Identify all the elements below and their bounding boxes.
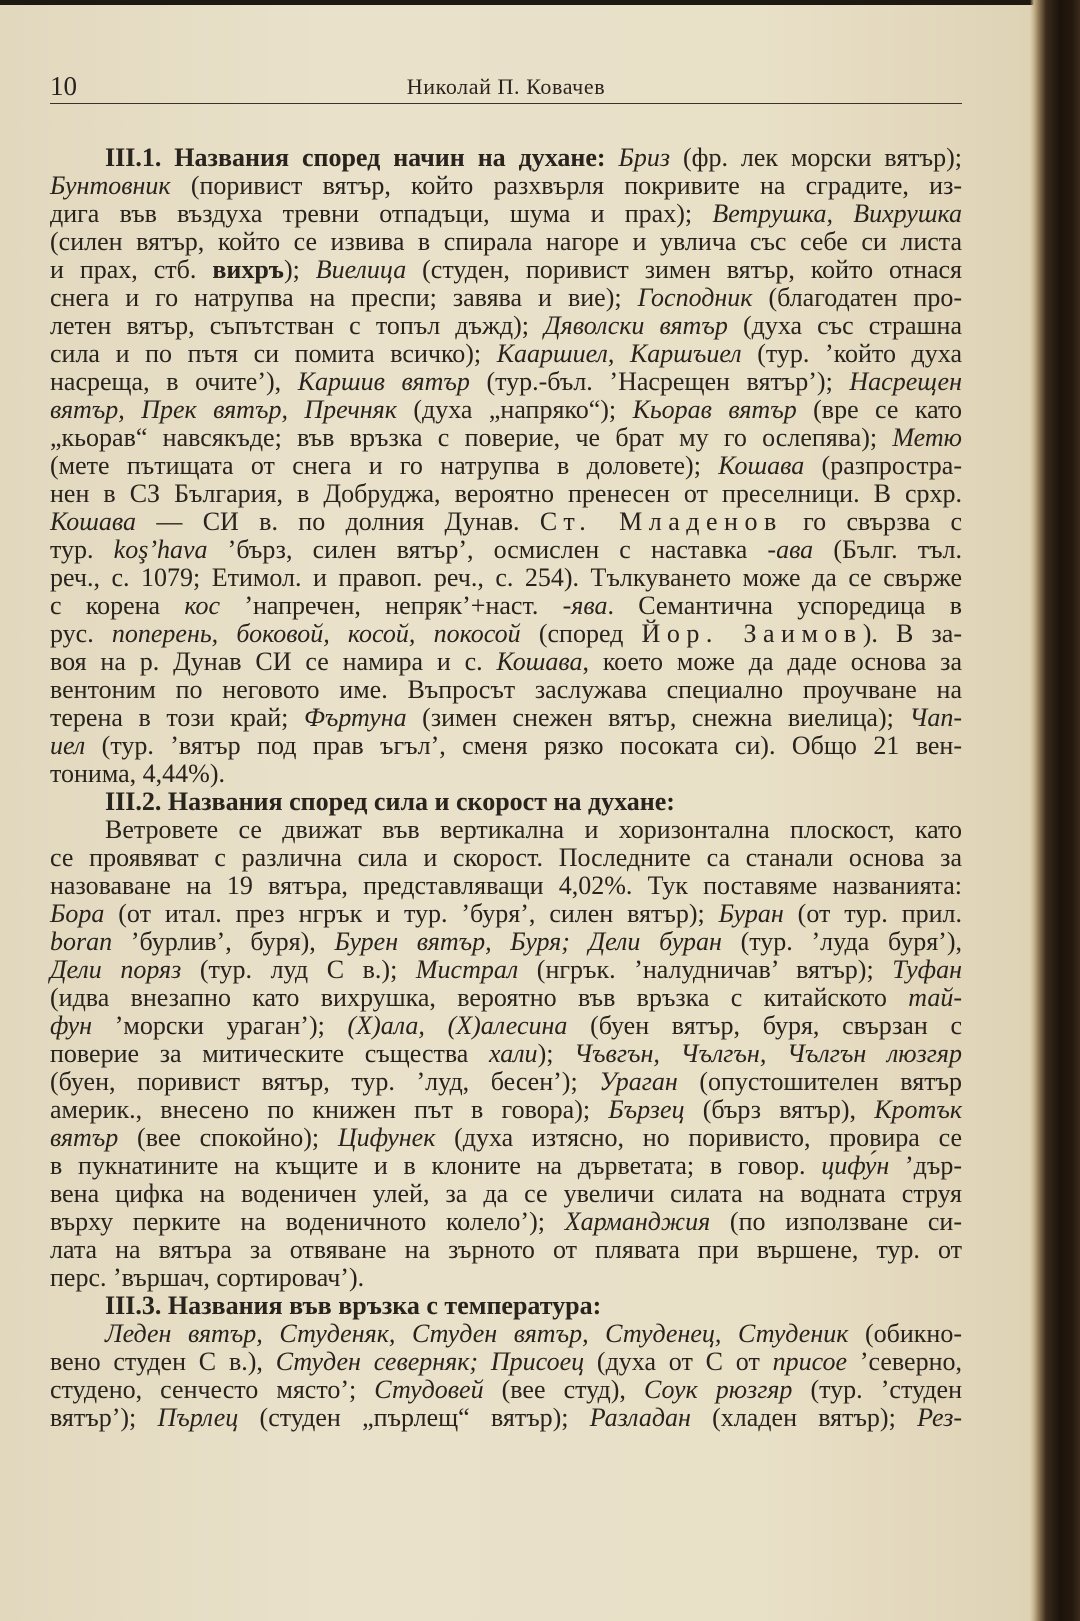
- text-run: воя на р. Дунав СИ се намира и с.: [50, 647, 497, 676]
- text-line: [50, 1152, 962, 1180]
- text-run: ’бърз, силен вятър’, осмислен с наставка: [207, 535, 768, 564]
- text-run: ’северно,: [847, 1347, 963, 1376]
- italic-term: Дяволски вятър: [544, 311, 728, 340]
- text-run: (поривист вятър, който разхвърля покривите на сградите, из-: [170, 171, 962, 200]
- line-content: [50, 563, 962, 592]
- text-run: (духа от С от: [584, 1347, 773, 1376]
- text-run: . Семантична успоредица в: [607, 591, 962, 620]
- header-rule: [50, 103, 962, 104]
- text-line: [50, 1320, 962, 1348]
- italic-term: Туфан: [892, 955, 963, 984]
- text-line: [50, 340, 962, 368]
- text-run: америк., внесено по книжен път в говора);: [50, 1095, 609, 1124]
- text-run: ’напречен, непряк’+наст.: [220, 591, 563, 620]
- line-content: [50, 871, 962, 900]
- italic-term: Цифунек: [337, 1123, 436, 1152]
- text-line: [50, 956, 962, 984]
- text-run: (Бълг. тъл.: [813, 535, 962, 564]
- text-line: [50, 452, 962, 480]
- line-content: [50, 1403, 962, 1432]
- text-run: (вее студ),: [483, 1375, 644, 1404]
- text-run: насреща, в очите’),: [50, 367, 298, 396]
- text-run: (тур.-бъл. ’Насрещен вятър’);: [469, 367, 850, 396]
- italic-term: Виелица: [315, 255, 407, 284]
- italic-term: Кошава: [496, 647, 583, 676]
- italic-term: Буран: [718, 899, 784, 928]
- line-content: [50, 731, 962, 760]
- italic-term: Бързец: [608, 1095, 685, 1124]
- text-run: (тур. ’студен: [792, 1375, 963, 1404]
- text-line: [50, 1236, 962, 1264]
- text-run: перс. ’вършач, сортировач’).: [50, 1263, 365, 1292]
- text-line: [50, 1264, 962, 1292]
- text-run: (нгрък. ’налудничав’ вятър);: [518, 955, 893, 984]
- text-run: тонима, 4,44%).: [50, 759, 225, 788]
- bold-text: III.1. Названия според начин на духане:: [105, 143, 619, 172]
- text-line: [50, 1404, 962, 1432]
- line-content: [50, 1263, 364, 1292]
- text-line: [50, 760, 962, 788]
- italic-term: Леден вятър, Студеняк, Студен вятър, Студенец, Студеник: [105, 1319, 849, 1348]
- text-run: (обикно-: [848, 1319, 962, 1348]
- text-run: (тур. ’който духа: [741, 339, 962, 368]
- text-line: [50, 256, 962, 284]
- text-run: (силен вятър, който се извива в спирала нагоре и увлича със себе си листа: [50, 227, 962, 256]
- text-run: сила и по пътя си помита всичко);: [50, 339, 497, 368]
- text-run: (тур. луд С в.);: [181, 955, 416, 984]
- line-content: [50, 423, 962, 452]
- paragraph: [50, 144, 962, 788]
- italic-term: Кошава: [50, 507, 137, 536]
- line-content: [50, 367, 962, 396]
- text-line: [50, 928, 962, 956]
- text-line: [50, 564, 962, 592]
- italic-term: хали: [489, 1039, 538, 1068]
- line-content: [50, 255, 962, 284]
- spaced-name: Йор. Заимов: [641, 619, 863, 648]
- text-run: реч., с. 1079; Етимол. и правоп. реч., с. 254). Тълкуването може да се свърже: [50, 563, 962, 592]
- italic-term: -ява: [562, 591, 608, 620]
- text-run: студено, сенчесто място’;: [50, 1375, 375, 1404]
- italic-term: Рез-: [917, 1403, 963, 1432]
- line-content: [50, 1011, 962, 1040]
- line-content: [50, 1347, 962, 1376]
- italic-term: Чап-: [909, 703, 962, 732]
- text-line: [50, 284, 962, 312]
- text-line: [50, 508, 962, 536]
- text-run: (духа „напряко“);: [396, 395, 633, 424]
- line-content: [50, 619, 962, 648]
- text-run: (опустошителен вятър: [677, 1067, 962, 1096]
- text-run: (буен, поривист вятър, тур. ’луд, бесен’);: [50, 1067, 600, 1096]
- text-run: (духа изтясно, но поривисто, провира се: [435, 1123, 962, 1152]
- text-run: вятър’);: [50, 1403, 158, 1432]
- line-content: [50, 1207, 962, 1236]
- italic-term: тай-: [908, 983, 962, 1012]
- text-run: );: [537, 1039, 575, 1068]
- italic-term: присое: [772, 1347, 848, 1376]
- text-line: [50, 1124, 962, 1152]
- text-line: [50, 620, 962, 648]
- text-line: [50, 816, 962, 844]
- text-run: (хладен вятър);: [690, 1403, 918, 1432]
- running-title: Николай П. Ковачев: [406, 74, 606, 99]
- line-content: [50, 759, 225, 788]
- text-run: рус.: [50, 619, 112, 648]
- paragraph: [50, 1320, 962, 1432]
- text-run: в пукнатините на къщите и в клоните на дърветата; в говор.: [50, 1151, 822, 1180]
- text-line: [50, 144, 962, 172]
- text-run: (вре се като: [796, 395, 963, 424]
- line-content: [50, 983, 962, 1012]
- line-content: [105, 787, 675, 816]
- bold-text: вихръ: [212, 255, 284, 284]
- bold-text: III.3. Названия във връзка с температура:: [105, 1291, 602, 1320]
- line-content: [50, 479, 962, 508]
- italic-term: Кротък: [874, 1095, 962, 1124]
- text-line: [50, 1292, 962, 1320]
- text-line: [50, 1376, 962, 1404]
- text-run: (тур. ’луда буря’),: [721, 927, 962, 956]
- line-content: [50, 1235, 962, 1264]
- text-line: [50, 312, 962, 340]
- italic-term: Чъвгън, Чългън, Чългън люзгяр: [574, 1039, 962, 1068]
- running-header: [50, 70, 962, 102]
- text-run: поверие за митическите същества: [50, 1039, 490, 1068]
- line-content: [50, 675, 962, 704]
- scan-edge-top: [0, 0, 1080, 5]
- italic-term: поперень, боковой, косой, покосой: [111, 619, 521, 648]
- line-content: [50, 451, 962, 480]
- text-run: върху перките на воденичното колело’);: [50, 1207, 565, 1236]
- text-run: Ветровете се движат във вертикална и хоризонтална плоскост, като: [105, 815, 962, 844]
- italic-term: Соук рюзгяр: [643, 1375, 793, 1404]
- line-content: [50, 283, 962, 312]
- text-run: вено студен С в.),: [50, 1347, 276, 1376]
- line-content: [105, 1319, 962, 1348]
- text-run: (духа със страшна: [727, 311, 963, 340]
- italic-term: Каршив вятър: [297, 367, 470, 396]
- text-run: ). В за-: [862, 619, 963, 648]
- text-run: (зимен снежен вятър, снежна виелица);: [406, 703, 910, 732]
- text-run: терена в този край;: [50, 703, 304, 732]
- text-line: [50, 172, 962, 200]
- text-run: (разпростра-: [804, 451, 962, 480]
- text-run: (благодатен про-: [752, 283, 962, 312]
- text-line: [50, 648, 962, 676]
- text-run: ’дър-: [889, 1151, 962, 1180]
- italic-term: кос: [184, 591, 221, 620]
- text-run: дига във въздуха тревни отпадъци, шума и прах);: [50, 199, 713, 228]
- italic-term: Пърлец: [157, 1403, 239, 1432]
- text-run: (според: [520, 619, 642, 648]
- text-line: [50, 424, 962, 452]
- text-run: (фр. лек морски вятър);: [670, 143, 962, 172]
- italic-term: Мистрал: [415, 955, 519, 984]
- line-content: [50, 1375, 962, 1404]
- italic-term: Разладан: [589, 1403, 691, 1432]
- text-run: (студен, поривист зимен вятър, който отнася: [406, 255, 963, 284]
- text-run: (буен вятър, буря, свързан с: [567, 1011, 962, 1040]
- text-run: вентоним по неговото име. Въпросът заслужава специално проучване на: [50, 675, 962, 704]
- italic-term: Бунтовник: [50, 171, 171, 200]
- text-line: [50, 368, 962, 396]
- paragraph: [50, 788, 962, 816]
- line-content: [50, 311, 962, 340]
- text-run: ’морски ураган’);: [92, 1011, 348, 1040]
- line-content: [50, 703, 962, 732]
- line-content: [50, 507, 962, 536]
- paragraph: [50, 1292, 962, 1320]
- line-content: [50, 1039, 962, 1068]
- text-run: вена цифка на воденичен улей, за да се увеличи силата на водната струя: [50, 1179, 962, 1208]
- text-run: нен в СЗ България, в Добруджа, вероятно пренесен от преселници. В срхр.: [50, 479, 962, 508]
- text-line: [50, 900, 962, 928]
- italic-term: Метю: [892, 423, 962, 452]
- italic-term: (Х)ала, (Х)алесина: [347, 1011, 568, 1040]
- italic-term: Господник: [637, 283, 753, 312]
- text-line: [50, 676, 962, 704]
- text-line: [50, 732, 962, 760]
- line-content: [50, 927, 962, 956]
- text-run: (бърз вятър),: [684, 1095, 875, 1124]
- text-run: (вее спокойно);: [118, 1123, 338, 1152]
- text-run: назоваване на 19 вятъра, представляващи 4,02%. Тук поставяме названията:: [50, 871, 962, 900]
- italic-term: boran: [50, 927, 113, 956]
- line-content: [50, 1123, 962, 1152]
- text-run: тур.: [50, 535, 114, 564]
- scan-edge-right: [1030, 0, 1080, 1621]
- line-content: [50, 171, 962, 200]
- line-content: [105, 143, 962, 172]
- italic-term: Бриз: [618, 143, 671, 172]
- italic-term: koş’hava: [113, 535, 208, 564]
- text-line: [50, 228, 962, 256]
- text-line: [50, 1068, 962, 1096]
- italic-term: Кааршиел, Каршъиел: [496, 339, 742, 368]
- text-run: го свързва с: [782, 507, 963, 536]
- line-content: [50, 1095, 962, 1124]
- line-content: [50, 395, 962, 424]
- text-run: летен вятър, съпътстван с топъл дъжд);: [50, 311, 545, 340]
- italic-term: Фъртуна: [303, 703, 407, 732]
- line-content: [50, 227, 962, 256]
- italic-term: -ава: [767, 535, 814, 564]
- text-line: [50, 1096, 962, 1124]
- line-content: [50, 591, 962, 620]
- italic-term: вятър: [50, 1123, 119, 1152]
- italic-term: Харманджия: [564, 1207, 711, 1236]
- italic-term: фун: [50, 1011, 93, 1040]
- text-line: [50, 592, 962, 620]
- italic-term: Студовей: [374, 1375, 484, 1404]
- text-run: (мете пътищата от снега и го натрупва в доловете);: [50, 451, 719, 480]
- text-run: лата на вятъра за отвяване на зърното от плявата при вършене, тур. от: [50, 1235, 962, 1264]
- italic-term: вятър, Прек вятър, Пречняк: [50, 395, 397, 424]
- text-run: (по използване си-: [710, 1207, 962, 1236]
- text-run: с корена: [50, 591, 185, 620]
- text-run: (студен „пърлещ“ вятър);: [238, 1403, 590, 1432]
- line-content: [50, 1067, 962, 1096]
- text-run: , което може да даде основа за: [582, 647, 962, 676]
- text-line: [50, 1348, 962, 1376]
- line-content: [50, 1151, 962, 1180]
- italic-term: Насрещен: [849, 367, 962, 396]
- italic-term: Студен северняк; Присоец: [275, 1347, 585, 1376]
- italic-term: Ветрушка, Вихрушка: [712, 199, 962, 228]
- line-content: [50, 339, 962, 368]
- italic-term: Дели поряз: [50, 955, 182, 984]
- body-text: [50, 144, 962, 1432]
- text-run: );: [283, 255, 316, 284]
- text-run: — СИ в. по долния Дунав.: [136, 507, 540, 536]
- text-run: и прах, стб.: [50, 255, 213, 284]
- text-line: [50, 200, 962, 228]
- text-line: [50, 1012, 962, 1040]
- text-line: [50, 1208, 962, 1236]
- italic-term: цифу́н: [821, 1151, 890, 1180]
- line-content: [50, 535, 962, 564]
- text-run: (от тур. прил.: [783, 899, 962, 928]
- text-run: снега и го натрупва на преспи; завява и вие);: [50, 283, 638, 312]
- text-run: (тур. ’вятър под прав ъгъл’, сменя рязко посоката си). Общо 21 вен-: [85, 731, 962, 760]
- spaced-name: Ст. Младенов: [539, 507, 783, 536]
- line-content: [105, 815, 962, 844]
- line-content: [50, 899, 962, 928]
- paragraph: [50, 816, 962, 1292]
- italic-term: Кошава: [718, 451, 805, 480]
- text-run: (от итал. през нгрък и тур. ’буря’, силен вятър);: [104, 899, 719, 928]
- text-line: [50, 1180, 962, 1208]
- text-line: [50, 872, 962, 900]
- italic-term: Бурен вятър, Буря; Дели буран: [334, 927, 722, 956]
- text-line: [50, 844, 962, 872]
- italic-term: иел: [50, 731, 86, 760]
- italic-term: Ураган: [599, 1067, 678, 1096]
- text-line: [50, 788, 962, 816]
- text-line: [50, 1040, 962, 1068]
- text-run: „кьорав“ навсякъде; във връзка с поверие, че брат му го ослепява);: [50, 423, 893, 452]
- text-run: се проявяват с различна сила и скорост. Последните са станали основа за: [50, 843, 962, 872]
- italic-term: Кьорав вятър: [632, 395, 797, 424]
- text-line: [50, 704, 962, 732]
- line-content: [105, 1291, 601, 1320]
- italic-term: Бора: [50, 899, 105, 928]
- line-content: [50, 647, 962, 676]
- line-content: [50, 1179, 962, 1208]
- line-content: [50, 955, 962, 984]
- text-run: ’бурлив’, буря),: [112, 927, 335, 956]
- line-content: [50, 843, 962, 872]
- page-number: 10: [50, 71, 77, 101]
- line-content: [50, 199, 962, 228]
- bold-text: III.2. Названия според сила и скорост на духане:: [105, 787, 675, 816]
- text-line: [50, 984, 962, 1012]
- text-line: [50, 480, 962, 508]
- text-line: [50, 536, 962, 564]
- text-line: [50, 396, 962, 424]
- text-run: (идва внезапно като вихрушка, вероятно във връзка с китайското: [50, 983, 909, 1012]
